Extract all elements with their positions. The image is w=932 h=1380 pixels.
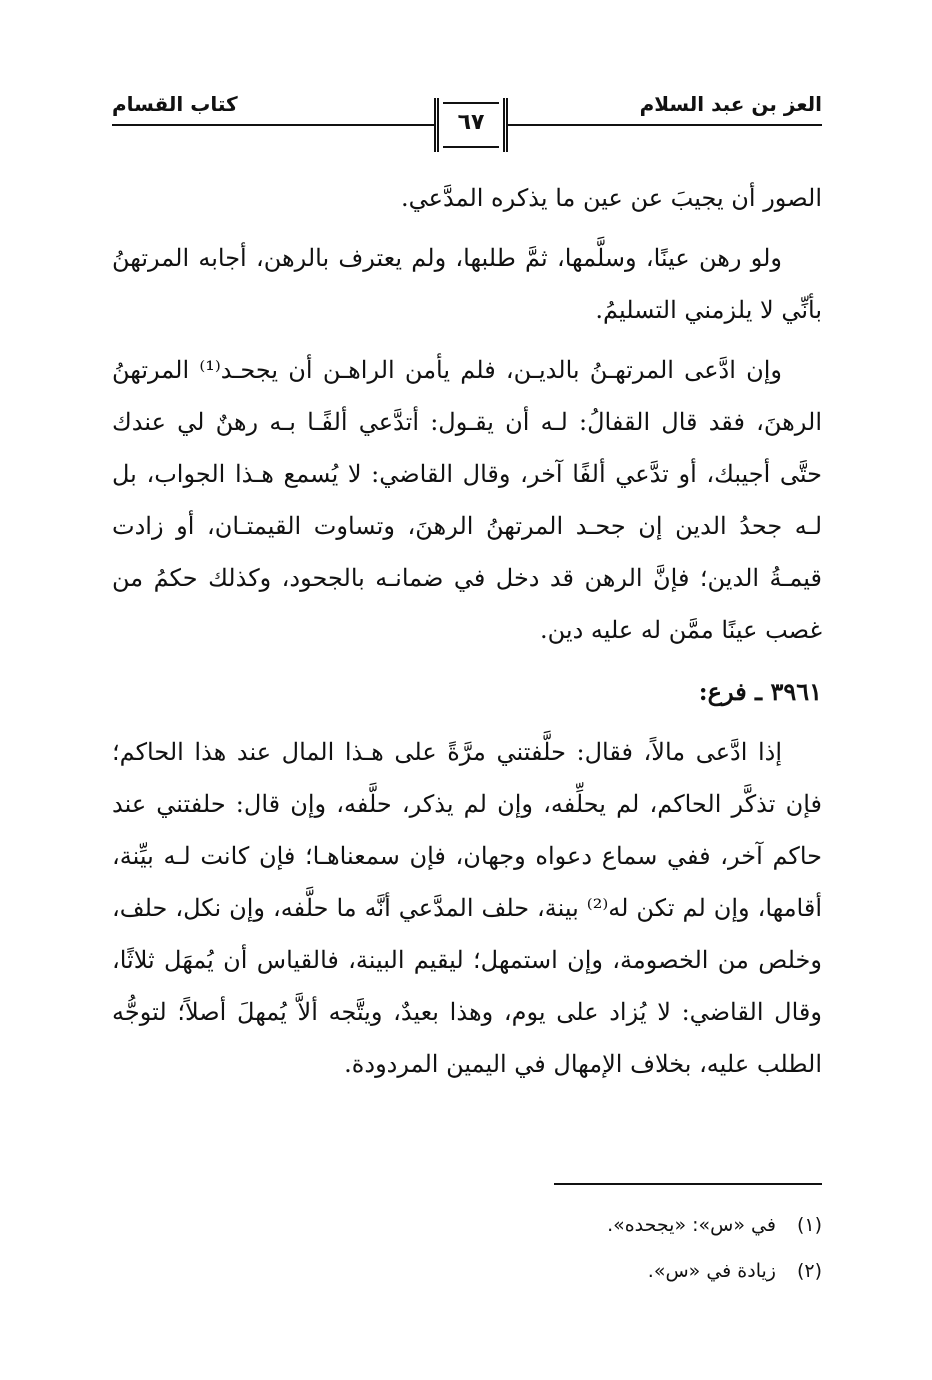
footnote-number: (٢) <box>796 1260 822 1282</box>
footnote-separator <box>554 1183 822 1185</box>
footnote-number: (١) <box>796 1214 822 1236</box>
header-author: العز بن عبد السلام <box>639 92 822 116</box>
header-book-title: كتاب القسام <box>112 92 238 116</box>
header-rule-left <box>112 124 434 126</box>
page-number-frame <box>434 98 508 152</box>
paragraph-continuation: الصور أن يجيبَ عن عين ما يذكره المدَّعي. <box>401 184 822 212</box>
page-number: ٦٧ <box>457 110 485 135</box>
footnote-text: زيادة في «س». <box>647 1260 776 1282</box>
section-heading: ٣٩٦١ ـ فرع: <box>698 677 822 706</box>
footnote-text: في «س»: «يجحده». <box>607 1214 776 1236</box>
main-text <box>112 172 822 1098</box>
footnote-item <box>112 1248 822 1294</box>
paragraph: إذا ادَّعى مالاً، فقال: حلَّفتني مرَّةً على هـذا المال عند هذا الحاكم؛ فإن تذكَّر الحاكم، لم يحلِّفه، وإن لم يذكر، حلَّفه، وإن قال: حلفتني عند حاكم آخر، ففي سماع دعواه وجهان، فإن سمعناهـا؛ فإن كانت لـه بيِّنة، أقامها، وإن لم تكن له⁽²⁾ بينة، حلف المدَّعي أنَّه ما حلَّفه، وإن نكل، حلف، وخلص من الخصومة، وإن استمهل؛ ليقيم البينة، فالقياس أن يُمهَل ثلاثًا، وقال القاضي: لا يُزاد على يوم، وهذا بعيدٌ، ويتَّجه ألاَّ يُمهلَ أصلاً؛ لتوجُّه الطلب عليه، بخلاف الإمهال في اليمين المردودة. <box>112 738 823 1078</box>
footnote-item <box>112 1202 822 1248</box>
header-rule-right <box>508 124 822 126</box>
paragraph: ولو رهن عينًا، وسلَّمها، ثمَّ طلبها، ولم يعترف بالرهن، أجابه المرتهنُ بأنِّي لا يلزمني التسليمُ. <box>112 244 822 324</box>
paragraph: وإن ادَّعى المرتهـنُ بالديـن، فلم يأمن الراهـن أن يجحـد⁽¹⁾ المرتهنُ الرهنَ، فقد قال القفالُ: لـه أن يقـول: أتدَّعي ألفًـا بـه رهنٌ لي عندك حتَّى أجيبك، أو تدَّعي ألفًا آخر، وقال القاضي: لا يُسمع هـذا الجواب، بل لـه جحدُ الدين إن جحـد المرتهنُ الرهنَ، وتساوت القيمتـان، أو زادت قيمـةُ الدين؛ فإنَّ الرهن قد دخل في ضمانـه بالجحود، وكذلك حكمُ من غصب عينًا ممَّن له عليه دين. <box>112 356 822 644</box>
footnotes <box>112 1202 822 1294</box>
